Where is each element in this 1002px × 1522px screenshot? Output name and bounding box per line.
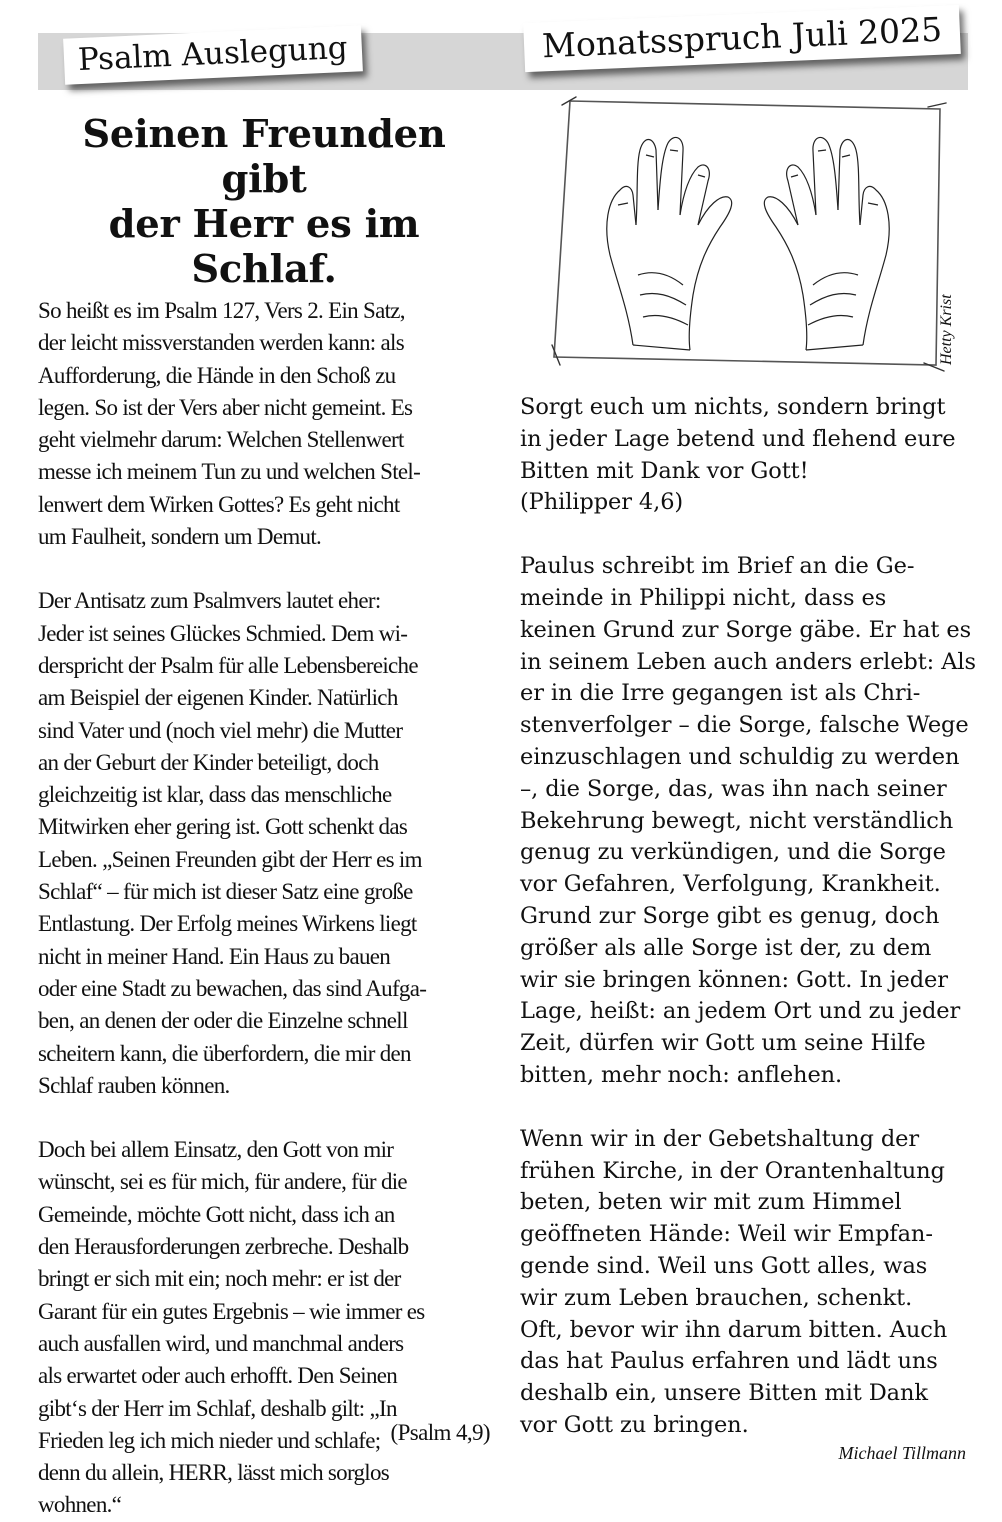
psalm-citation: (Psalm 4,9) (390, 1420, 490, 1445)
text-line: Frieden leg ich mich nieder und schlafe; (38, 1427, 381, 1453)
text-line: nicht in meiner Hand. Ein Haus zu bauen (38, 943, 391, 969)
text-line: frühen Kirche, in der Orantenhaltung (520, 1157, 945, 1184)
text-line: So heißt es im Psalm 127, Vers 2. Ein Satz, (38, 298, 405, 323)
text-line: ben, an denen der oder die Einzelne schnell (38, 1008, 408, 1034)
verse-line: Bitten mit Dank vor Gott! (520, 457, 809, 484)
text-line: vor Gefahren, Verfolgung, Krankheit. (520, 871, 941, 898)
text-line: geht vielmehr darum: Welchen Stellenwert (38, 427, 404, 453)
text-line: den Herausforderungen zerbreche. Deshalb (38, 1234, 409, 1260)
text-line: an der Geburt der Kinder beteiligt, doch (38, 749, 379, 775)
text-line: Leben. „Seinen Freunden gibt der Herr es im (38, 846, 422, 872)
author-signature: Michael Tillmann (838, 1443, 966, 1463)
paragraph (38, 585, 490, 1102)
text-line: keinen Grund zur Sorge gäbe. Er hat es (520, 616, 972, 643)
text-line: messe ich meinem Tun zu und welchen Stel- (38, 459, 421, 485)
text-line: Paulus schreibt im Brief an die Ge- (520, 553, 915, 580)
text-line: sind Vater und (noch viel mehr) die Mutter (38, 717, 403, 743)
text-line: –, die Sorge, das, was ihn nach seiner (520, 775, 947, 802)
section-label-monatsspruch: Monatsspruch Juli 2025 (523, 5, 961, 72)
text-line: Schlaf“ – für mich ist dieser Satz eine große (38, 879, 413, 905)
text-line: Oft, bevor wir ihn darum bitten. Auch (520, 1316, 948, 1343)
verse-line: in jeder Lage betend und flehend eure (520, 425, 956, 452)
text-line: meinde in Philippi nicht, dass es (520, 584, 887, 611)
text-line: gende sind. Weil uns Gott alles, was (520, 1252, 928, 1279)
text-line: der leicht missverstanden werden kann: als (38, 330, 404, 356)
article-body (38, 295, 490, 1522)
monatsspruch-column (520, 392, 976, 1442)
right-hand-sketch (764, 137, 889, 350)
text-line: Aufforderung, die Hände in den Schoß zu (38, 362, 396, 388)
paragraph-gap (520, 1092, 972, 1124)
text-line: Bekehrung bewegt, nicht verständlich (520, 807, 954, 834)
text-line: Wenn wir in der Gebetshaltung der (520, 1125, 920, 1152)
text-line: als erwartet oder auch erhofft. Den Seinen (38, 1363, 398, 1389)
text-line: bringt er sich mit ein; noch mehr: er ist der (38, 1266, 401, 1292)
article-headline (38, 112, 490, 292)
paragraph-gap (520, 519, 972, 551)
text-line: Der Antisatz zum Psalmvers lautet eher: (38, 588, 381, 614)
text-line: wir zum Leben brauchen, schenkt. (520, 1284, 913, 1311)
monthly-verse (520, 392, 972, 519)
text-line: er in die Irre gegangen ist als Chri- (520, 680, 921, 707)
text-line: Garant für ein gutes Ergebnis – wie immer es (38, 1298, 425, 1324)
paragraph-gap (38, 553, 490, 585)
text-line: scheitern kann, die überfordern, die mir den (38, 1040, 411, 1066)
text-line: oder eine Stadt zu bewachen, das sind Aufga- (38, 975, 427, 1001)
text-line: größer als alle Sorge ist der, zu dem (520, 934, 932, 961)
text-line: beten, beten wir mit zum Himmel (520, 1189, 902, 1216)
text-line: um Faulheit, sondern um Demut. (38, 524, 322, 550)
headline-line: der Herr es im Schlaf. (108, 202, 420, 292)
text-line: Gemeinde, möchte Gott nicht, dass ich an (38, 1201, 395, 1227)
text-line: stenverfolger – die Sorge, falsche Wege (520, 712, 969, 739)
paragraph (38, 295, 490, 553)
left-hand-sketch (607, 137, 732, 350)
text-line: bitten, mehr noch: anflehen. (520, 1061, 843, 1088)
text-line: deshalb ein, unsere Bitten mit Dank (520, 1380, 928, 1407)
text-line: Schlaf rauben können. (38, 1072, 230, 1098)
illustration-credit-text: Hetty Krist (938, 294, 955, 365)
verse-line: (Philipper 4,6) (520, 489, 684, 516)
text-line: wir sie bringen können: Gott. In jeder (520, 966, 948, 993)
article-column (38, 112, 490, 1522)
paragraph-gap (38, 1102, 490, 1134)
text-line: gibt‘s der Herr im Schlaf, deshalb gilt: „In (38, 1395, 397, 1421)
text-line: wünscht, sei es für mich, für andere, für die (38, 1169, 407, 1195)
paragraph (38, 1134, 490, 1522)
text-line: Zeit, dürfen wir Gott um seine Hilfe (520, 1030, 926, 1057)
text-line: am Beispiel der eigenen Kinder. Natürlich (38, 685, 398, 711)
paragraph (520, 1124, 972, 1442)
text-line: Doch bei allem Einsatz, den Gott von mir (38, 1137, 394, 1163)
text-line: legen. So ist der Vers aber nicht gemeint. Es (38, 394, 413, 420)
text-line: Grund zur Sorge gibt es genug, doch (520, 902, 940, 929)
text-line: gleichzeitig ist klar, dass das menschliche (38, 782, 392, 808)
text-line: das hat Paulus erfahren und lädt uns (520, 1348, 938, 1375)
text-line: Lage, heißt: an jedem Ort und zu jeder (520, 998, 961, 1025)
text-line: einzuschlagen und schuldig zu werden (520, 743, 960, 770)
illustration-credit (938, 275, 962, 365)
text-line: vor Gott zu bringen. (520, 1411, 749, 1438)
praying-hands-illustration (548, 95, 948, 375)
text-line: in seinem Leben auch anders erlebt: Als (520, 648, 976, 675)
text-line: Jeder ist seines Glückes Schmied. Dem wi- (38, 620, 408, 646)
text-line: wohnen.“ (38, 1492, 122, 1518)
text-line: derspricht der Psalm für alle Lebensbereiche (38, 652, 418, 678)
paragraph (520, 551, 976, 1092)
text-line: auch ausfallen wird, und manchmal anders (38, 1330, 404, 1356)
headline-line: Seinen Freunden gibt (82, 112, 446, 202)
text-line: Entlastung. Der Erfolg meines Wirkens liegt (38, 911, 417, 937)
text-line: lenwert dem Wirken Gottes? Es geht nicht (38, 491, 400, 517)
text-line: denn du allein, HERR, lässt mich sorglos (38, 1460, 390, 1486)
text-line: Mitwirken eher gering ist. Gott schenkt das (38, 814, 408, 840)
section-label-psalm: Psalm Auslegung (63, 25, 363, 84)
text-line: geöffneten Hände: Weil wir Empfan- (520, 1221, 933, 1248)
text-line: genug zu verkündigen, und die Sorge (520, 839, 946, 866)
verse-line: Sorgt euch um nichts, sondern bringt (520, 394, 946, 420)
